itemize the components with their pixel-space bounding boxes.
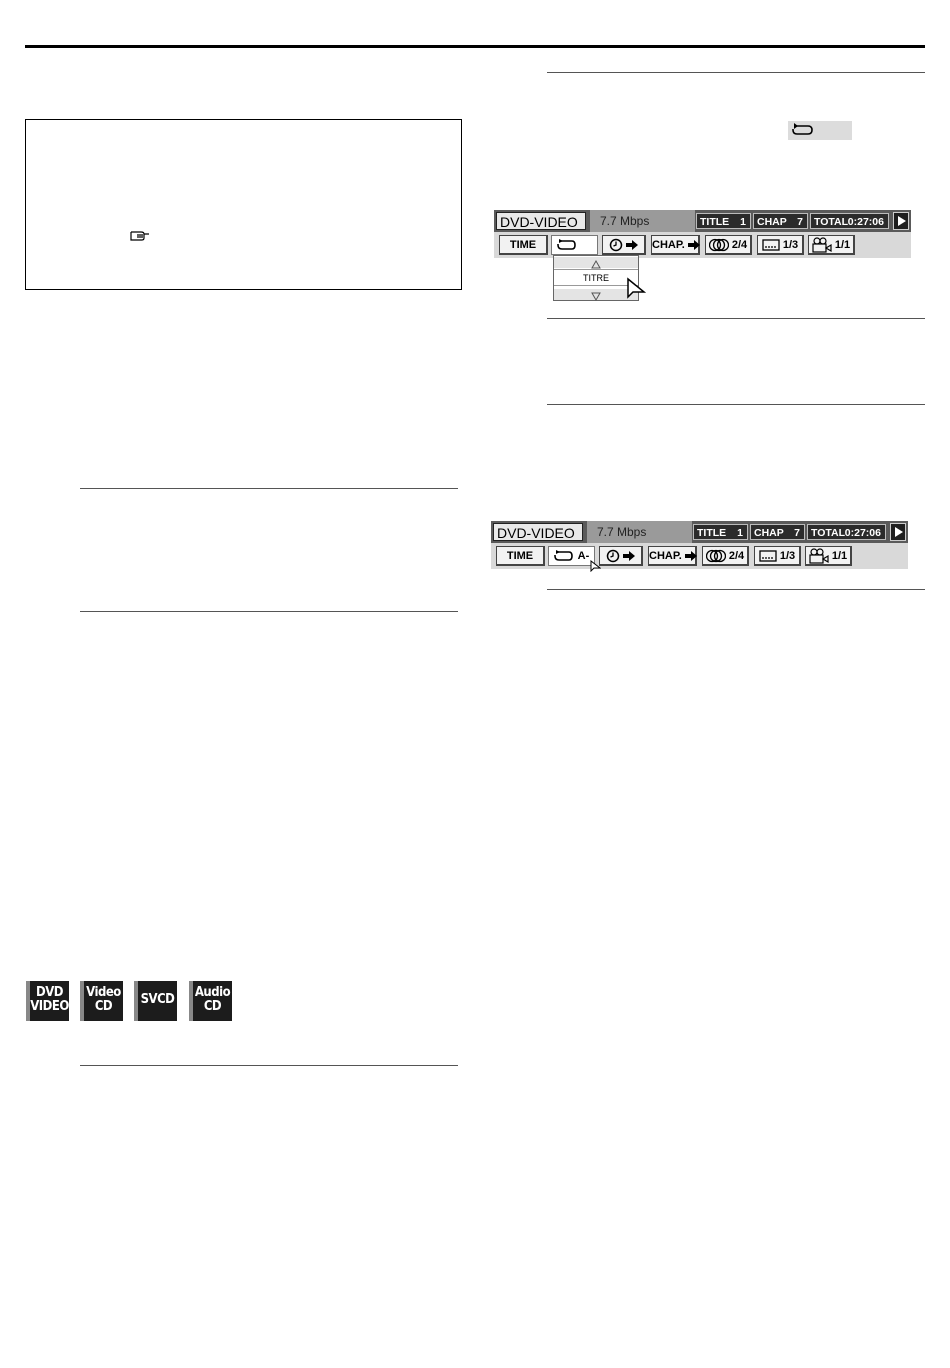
cursor-pointer-icon [626,277,646,299]
section-rule [547,589,925,590]
audio-icon [709,238,729,252]
clock-icon [606,549,620,563]
bitrate-label: 7.7 Mbps [590,210,695,232]
dvd-video-badge: DVD VIDEO [26,981,69,1021]
chapter-search-button[interactable]: CHAP. [651,235,700,255]
repeat-indicator [788,121,852,140]
section-rule [547,404,925,405]
disc-mode-label: DVD-VIDEO [496,212,586,230]
bitrate-label: 7.7 Mbps [587,521,692,543]
chapter-cell: CHAP 7 [750,524,805,540]
time-search-button[interactable] [602,235,646,255]
time-button[interactable]: TIME [496,546,545,566]
total-time-cell: TOTAL 0:27:06 [810,213,889,229]
play-icon [890,523,906,541]
audio-button[interactable]: 2/4 [705,235,752,255]
dropdown-option[interactable]: TITRE [554,269,638,286]
total-time-cell: TOTAL 0:27:06 [807,524,886,540]
arrow-right-icon [685,551,697,561]
repeat-icon [790,123,816,137]
time-search-button[interactable] [599,546,643,566]
audio-button[interactable]: 2/4 [702,546,749,566]
disc-mode-label: DVD-VIDEO [493,523,583,541]
repeat-icon [553,550,575,562]
repeat-icon [556,239,578,251]
arrow-right-icon [688,240,700,250]
scroll-up-arrow[interactable] [554,257,638,268]
play-icon [893,212,909,230]
arrow-right-icon [623,551,635,561]
subtitle-icon [762,239,780,251]
osd-bar-bottom [491,521,908,569]
section-rule [80,1065,458,1066]
svcd-badge: SVCD [134,981,177,1021]
repeat-button[interactable] [548,546,595,566]
section-rule [547,72,925,73]
chapter-search-button[interactable]: CHAP. [648,546,697,566]
osd-bar-top [494,210,911,258]
angle-button[interactable]: 1/1 [808,235,855,255]
section-rule [80,611,458,612]
chapter-cell: CHAP 7 [753,213,808,229]
section-rule [547,318,925,319]
camera-icon [809,548,829,564]
header-rule [25,45,925,48]
subtitle-button[interactable]: 1/3 [757,235,804,255]
time-button[interactable]: TIME [499,235,548,255]
audio-icon [706,549,726,563]
title-cell: TITLE 1 [693,524,748,540]
pointing-hand-icon [129,226,151,244]
note-box [25,119,462,290]
subtitle-icon [759,550,777,562]
repeat-button[interactable] [551,235,598,255]
repeat-ab-label: A- [577,550,590,562]
cursor-pointer-icon [590,560,601,572]
section-rule [80,488,458,489]
angle-button[interactable]: 1/1 [805,546,852,566]
video-cd-badge: Video CD [80,981,123,1021]
title-cell: TITLE 1 [696,213,751,229]
subtitle-button[interactable]: 1/3 [754,546,801,566]
clock-icon [609,238,623,252]
arrow-right-icon [626,240,638,250]
audio-cd-badge: Audio CD [189,981,232,1021]
camera-icon [812,237,832,253]
